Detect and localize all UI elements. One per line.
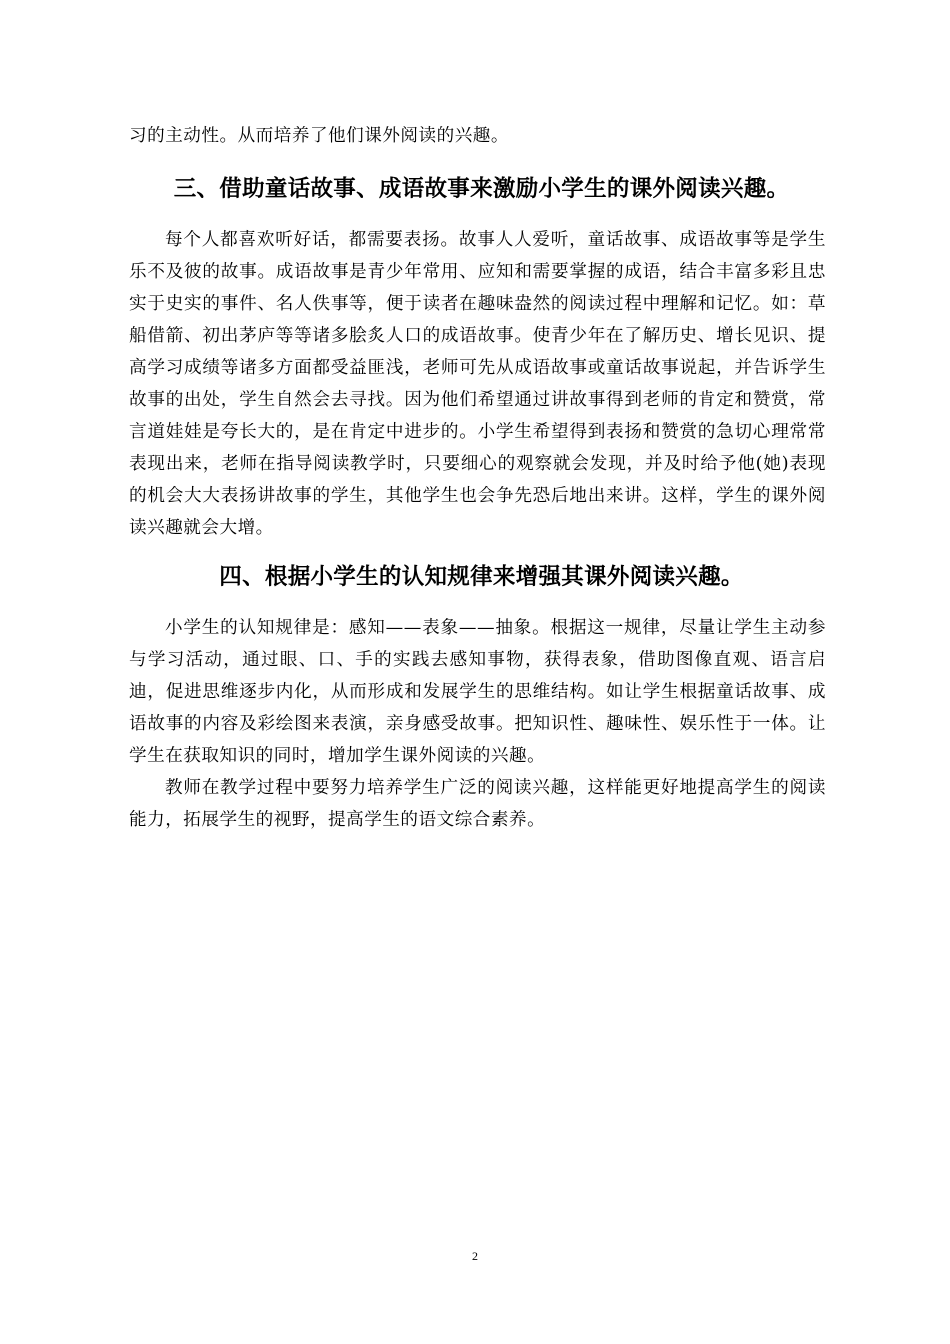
section-4-paragraph-1: 小学生的认知规律是：感知——表象——抽象。根据这一规律，尽量让学生主动参与学习活动，通过眼、口、手的实践去感知事物，获得表象，借助图像直观、语言启迪，促进思维逐步内化，从而形成和发展学生的思维结构。如让学生根据童话故事、成语故事的内容及彩绘图来表演，亲身感受故事。把知识性、趣味性、娱乐性于一体。让学生在获取知识的同时，增加学生课外阅读的兴趣。 bbox=[129, 618, 826, 766]
document-body bbox=[129, 120, 826, 836]
section-4-paragraph-2: 教师在教学过程中要努力培养学生广泛的阅读兴趣，这样能更好地提高学生的阅读能力，拓展学生的视野，提高学生的语文综合素养。 bbox=[129, 778, 826, 830]
page-number: 2 bbox=[472, 1249, 478, 1263]
section-3-paragraph: 每个人都喜欢听好话，都需要表扬。故事人人爱听，童话故事、成语故事等是学生乐不及彼的故事。成语故事是青少年常用、应知和需要掌握的成语，结合丰富多彩且忠实于史实的事件、名人佚事等，便于读者在趣味盎然的阅读过程中理解和记忆。如：草船借箭、初出茅庐等等诸多脍炙人口的成语故事。使青少年在了解历史、增长见识、提高学习成绩等诸多方面都受益匪浅，老师可先从成语故事或童话故事说起，并告诉学生故事的出处，学生自然会去寻找。因为他们希望通过讲故事得到老师的肯定和赞赏，常言道娃娃是夸长大的，是在肯定中进步的。小学生希望得到表扬和赞赏的急切心理常常表现出来，老师在指导阅读教学时，只要细心的观察就会发现，并及时给予他(她)表现的机会大大表扬讲故事的学生，其他学生也会争先恐后地出来讲。这样，学生的课外阅读兴趣就会大增。 bbox=[129, 230, 826, 538]
intro-line: 习的主动性。从而培养了他们课外阅读的兴趣。 bbox=[129, 126, 509, 146]
section-4-heading: 四、根据小学生的认知规律来增强其课外阅读兴趣。 bbox=[219, 564, 744, 590]
section-3-heading: 三、借助童话故事、成语故事来激励小学生的课外阅读兴趣。 bbox=[173, 176, 790, 202]
